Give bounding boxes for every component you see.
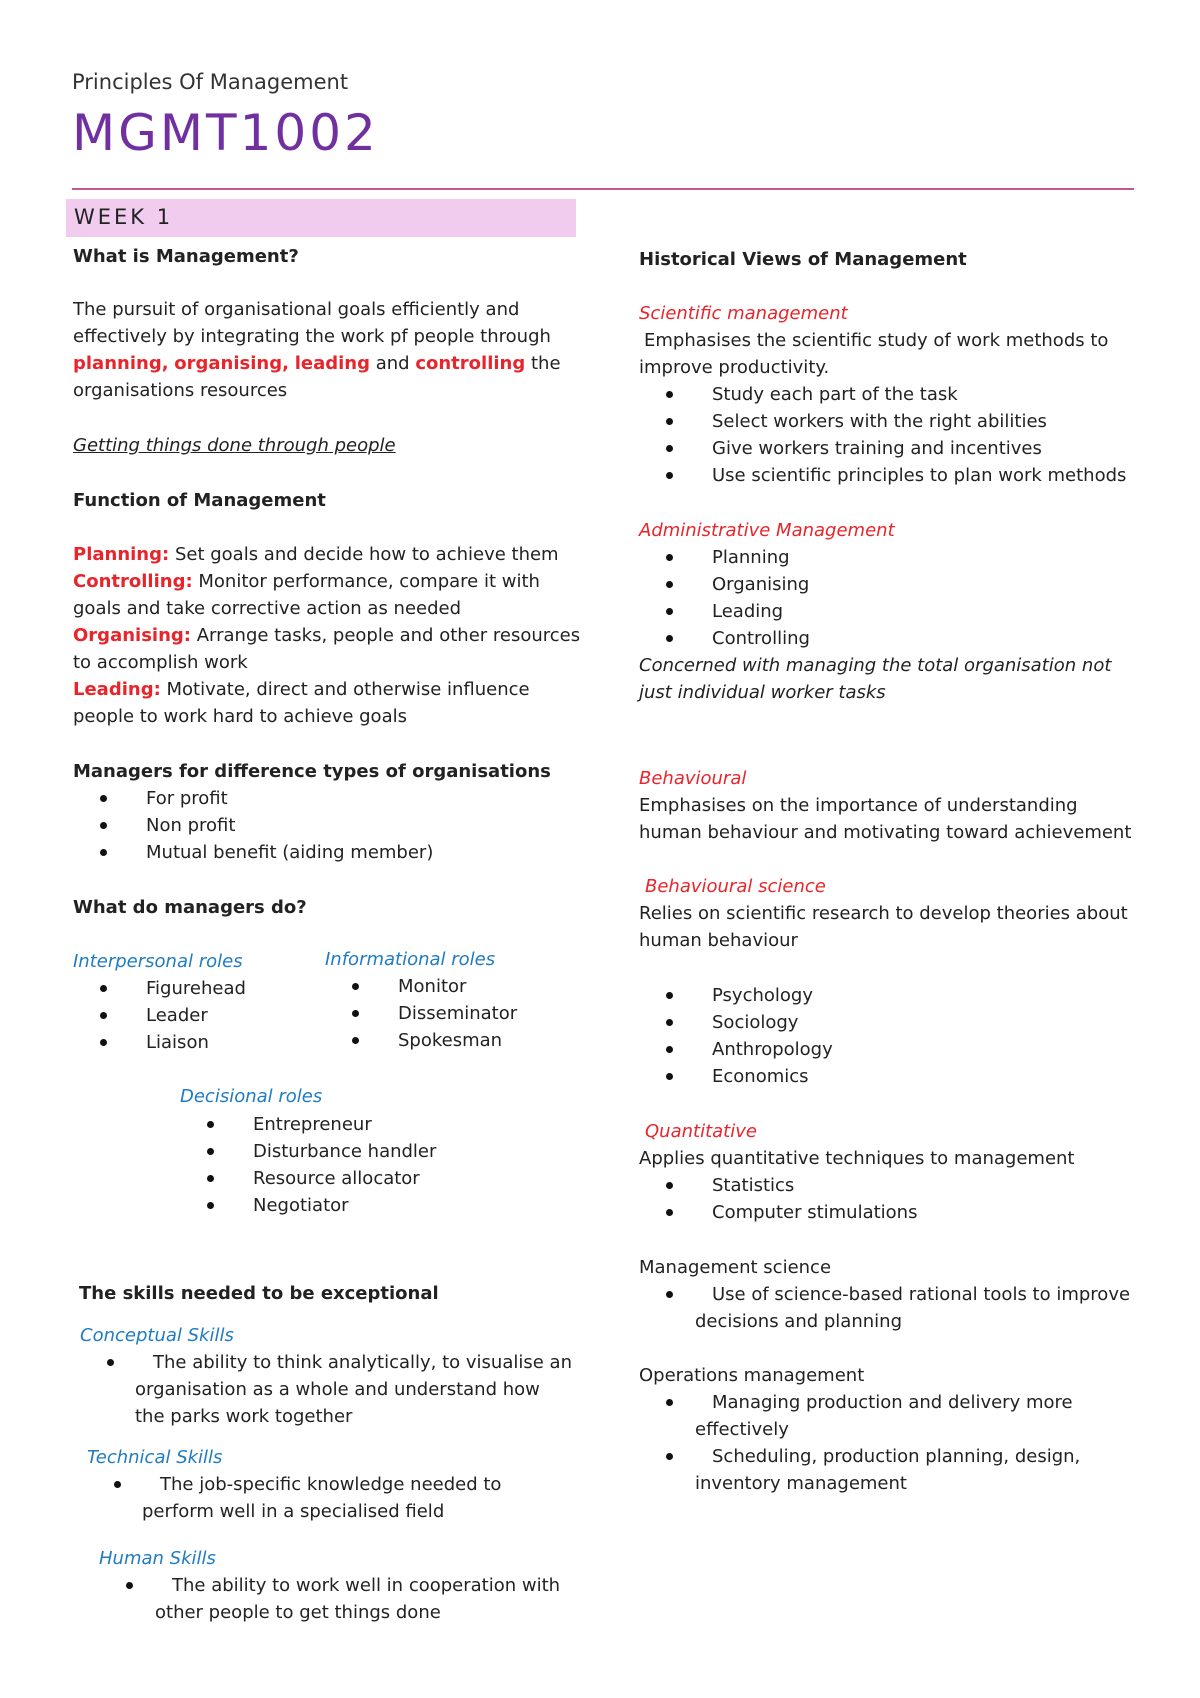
- list-item: Organising: [712, 571, 809, 598]
- function-controlling-text: Monitor performance, compare it with: [198, 571, 540, 592]
- quantitative-desc: Applies quantitative techniques to management: [639, 1148, 1075, 1169]
- behavioural-science-heading: Behavioural science: [645, 876, 826, 897]
- behavioural-heading: Behavioural: [639, 768, 747, 789]
- list-item: Figurehead: [146, 975, 246, 1002]
- list-item: Statistics: [712, 1172, 794, 1199]
- list-item: The ability to think analytically, to visualise an: [153, 1349, 572, 1376]
- list-item: For profit: [146, 785, 228, 812]
- function-organising: [73, 622, 580, 649]
- list-item: Scheduling, production planning, design,: [712, 1443, 1080, 1470]
- function-planning-text: Set goals and decide how to achieve them: [174, 544, 559, 565]
- term-controlling: controlling: [415, 353, 526, 374]
- list-item-cont: decisions and planning: [695, 1311, 902, 1332]
- technical-skills-heading: Technical Skills: [87, 1447, 223, 1468]
- function-leading-cont: people to work hard to achieve goals: [73, 706, 407, 727]
- list-item: Anthropology: [712, 1036, 833, 1063]
- list-item: Psychology: [712, 982, 813, 1009]
- list-item: Select workers with the right abilities: [712, 408, 1047, 435]
- list-item-cont: other people to get things done: [155, 1602, 441, 1623]
- administrative-management-heading: Administrative Management: [639, 520, 895, 541]
- word-the: the: [530, 353, 561, 374]
- list-item-cont: organisation as a whole and understand how: [135, 1379, 540, 1400]
- quantitative-heading: Quantitative: [645, 1121, 757, 1142]
- list-item: Computer stimulations: [712, 1199, 917, 1226]
- decisional-roles-heading: Decisional roles: [180, 1086, 323, 1107]
- list-item: Controlling: [712, 625, 810, 652]
- what-do-managers-heading: What do managers do?: [73, 897, 307, 918]
- list-item: Disseminator: [398, 1000, 517, 1027]
- term-organising: organising,: [174, 353, 289, 374]
- definition-line-3: [73, 350, 561, 377]
- list-item: Monitor: [398, 973, 466, 1000]
- week-banner: [66, 199, 576, 237]
- list-item: Economics: [712, 1063, 809, 1090]
- definition-line-4: organisations resources: [73, 380, 288, 401]
- list-item: Leading: [712, 598, 783, 625]
- list-item-cont: effectively: [695, 1419, 789, 1440]
- function-leading: [73, 676, 530, 703]
- management-science-heading: Management science: [639, 1257, 832, 1278]
- behavioural-desc-2: human behaviour and motivating toward achievement: [639, 822, 1132, 843]
- administrative-note-1: Concerned with managing the total organisation not: [639, 655, 1112, 676]
- informational-roles-heading: Informational roles: [325, 949, 496, 970]
- list-item: Mutual benefit (aiding member): [146, 839, 433, 866]
- behavioural-desc-1: Emphasises on the importance of understanding: [639, 795, 1078, 816]
- functions-heading: Function of Management: [73, 490, 326, 511]
- human-skills-heading: Human Skills: [99, 1548, 216, 1569]
- week-label: WEEK 1: [74, 205, 174, 229]
- list-item: Leader: [146, 1002, 208, 1029]
- function-organising-label: Organising:: [73, 625, 191, 646]
- org-types-heading: Managers for difference types of organisations: [73, 761, 551, 782]
- list-item: Disturbance handler: [253, 1138, 436, 1165]
- function-leading-label: Leading:: [73, 679, 161, 700]
- list-item: Use scientific principles to plan work methods: [712, 462, 1126, 489]
- function-organising-text: Arrange tasks, people and other resources: [196, 625, 581, 646]
- function-planning: [73, 541, 559, 568]
- term-planning: planning,: [73, 353, 169, 374]
- conceptual-skills-heading: Conceptual Skills: [80, 1325, 234, 1346]
- list-item: Planning: [712, 544, 790, 571]
- operations-management-heading: Operations management: [639, 1365, 865, 1386]
- list-item-cont: the parks work together: [135, 1406, 353, 1427]
- list-item: The job-specific knowledge needed to: [160, 1471, 501, 1498]
- list-item: Resource allocator: [253, 1165, 420, 1192]
- list-item: Spokesman: [398, 1027, 502, 1054]
- function-organising-cont: to accomplish work: [73, 652, 248, 673]
- scientific-management-heading: Scientific management: [639, 303, 848, 324]
- administrative-note-2: just individual worker tasks: [639, 682, 886, 703]
- header-divider: [72, 188, 1134, 190]
- function-controlling-label: Controlling:: [73, 571, 193, 592]
- word-and: and: [375, 353, 410, 374]
- list-item: Use of science-based rational tools to improve: [712, 1281, 1130, 1308]
- list-item: Study each part of the task: [712, 381, 958, 408]
- function-controlling: [73, 568, 540, 595]
- function-controlling-cont: goals and take corrective action as needed: [73, 598, 462, 619]
- scientific-desc-2: improve productivity.: [639, 357, 830, 378]
- what-is-management-heading: What is Management?: [73, 246, 299, 267]
- definition-line-1: The pursuit of organisational goals efficiently and: [73, 299, 520, 320]
- function-leading-text: Motivate, direct and otherwise influence: [166, 679, 530, 700]
- term-leading: leading: [294, 353, 370, 374]
- list-item: The ability to work well in cooperation with: [172, 1572, 560, 1599]
- historical-views-heading: Historical Views of Management: [639, 249, 967, 270]
- list-item: Sociology: [712, 1009, 798, 1036]
- list-item: Entrepreneur: [253, 1111, 372, 1138]
- function-planning-label: Planning:: [73, 544, 170, 565]
- list-item: Negotiator: [253, 1192, 349, 1219]
- definition-line-2: effectively by integrating the work pf people through: [73, 326, 551, 347]
- skills-heading: The skills needed to be exceptional: [79, 1283, 439, 1304]
- scientific-desc-1: Emphasises the scientific study of work methods to: [644, 330, 1109, 351]
- course-subtitle: Principles Of Management: [72, 70, 349, 94]
- course-code: MGMT1002: [72, 104, 379, 162]
- list-item-cont: inventory management: [695, 1473, 907, 1494]
- list-item: Give workers training and incentives: [712, 435, 1042, 462]
- list-item: Managing production and delivery more: [712, 1389, 1073, 1416]
- interpersonal-roles-heading: Interpersonal roles: [73, 951, 243, 972]
- tagline: Getting things done through people: [73, 435, 396, 456]
- list-item: Liaison: [146, 1029, 209, 1056]
- behavioural-science-desc-1: Relies on scientific research to develop theories about: [639, 903, 1128, 924]
- list-item-cont: perform well in a specialised field: [142, 1501, 445, 1522]
- list-item: Non profit: [146, 812, 235, 839]
- behavioural-science-desc-2: human behaviour: [639, 930, 798, 951]
